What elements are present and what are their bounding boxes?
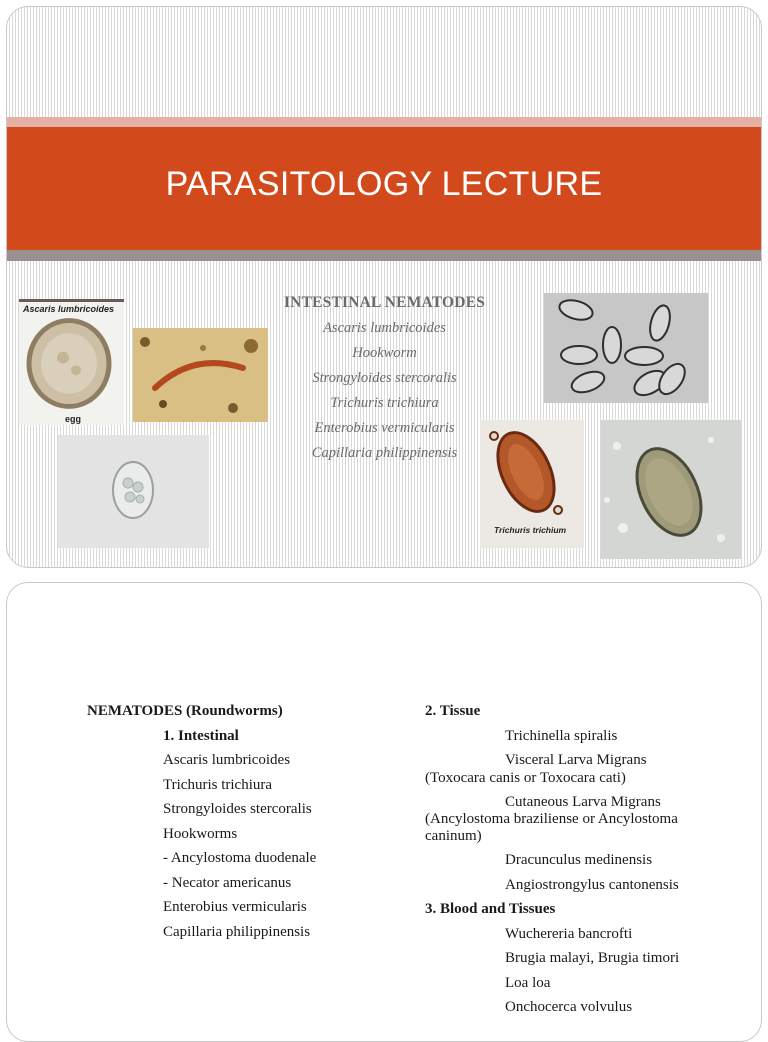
intestinal-column xyxy=(87,699,316,944)
list-item: Strongyloides stercoralis xyxy=(312,370,457,386)
list-heading: INTESTINAL NEMATODES xyxy=(283,294,486,311)
list-item: Trichuris trichiura xyxy=(163,776,273,793)
list-item: Capillaria philippinensis xyxy=(163,923,311,940)
slide-title: PARASITOLOGY LECTURE xyxy=(165,165,603,203)
list-item-detail: (Ancylostoma braziliense or Ancylostoma xyxy=(425,811,678,827)
nematodes-heading: NEMATODES (Roundworms) xyxy=(87,703,283,719)
list-item: Ascaris lumbricoides xyxy=(323,320,446,336)
list-item: Onchocerca volvulus xyxy=(505,999,633,1015)
trichuris-caption: Trichuris trichium xyxy=(494,525,567,535)
tissue-heading: 2. Tissue xyxy=(425,703,481,719)
ascaris-egg-label: egg xyxy=(65,414,82,424)
list-item-detail: (Toxocara canis or Toxocara cati) xyxy=(425,769,626,786)
larva-photo xyxy=(133,328,268,422)
pinworm-eggs-photo xyxy=(544,293,708,403)
list-item: Ascaris lumbricoides xyxy=(163,752,291,768)
tissue-column xyxy=(425,699,679,1020)
list-item: Strongyloides stercoralis xyxy=(163,801,312,817)
trichuris-egg-photo xyxy=(480,420,584,548)
hookworm-egg-photo xyxy=(58,435,209,548)
list-item: Hookworms xyxy=(163,825,238,842)
list-item: Trichuris trichiura xyxy=(330,395,439,411)
list-item: Enterobius vermicularis xyxy=(163,899,307,915)
list-item: Cutaneous Larva Migrans xyxy=(505,793,661,810)
nematodes-slide xyxy=(6,582,762,1042)
intestinal-nematodes-list xyxy=(262,294,507,466)
list-item: Hookworm xyxy=(352,345,417,361)
list-item: Visceral Larva Migrans xyxy=(505,752,647,768)
list-item: - Necator americanus xyxy=(163,874,292,891)
ascaris-egg-photo xyxy=(19,299,124,425)
capillaria-egg-photo xyxy=(601,420,741,559)
list-item: - Ancylostoma duodenale xyxy=(163,850,317,866)
title-top-stripe xyxy=(7,117,761,127)
ascaris-caption: Ascaris lumbricoides xyxy=(23,304,115,314)
title-slide xyxy=(6,6,762,568)
blood-tissues-heading: 3. Blood and Tissues xyxy=(425,901,556,917)
title-bottom-stripe xyxy=(7,250,761,261)
intestinal-heading: 1. Intestinal xyxy=(163,727,239,744)
list-item: Trichinella spiralis xyxy=(505,727,618,744)
list-item: Wuchereria bancrofti xyxy=(505,925,633,942)
list-item: Dracunculus medinensis xyxy=(505,852,653,868)
list-item: Brugia malayi, Brugia timori xyxy=(505,950,680,966)
list-item: Angiostrongylus cantonensis xyxy=(505,876,679,893)
list-item: Loa loa xyxy=(505,974,551,991)
list-item-detail: caninum) xyxy=(425,828,482,844)
list-item: Capillaria philippinensis xyxy=(311,445,458,461)
list-item: Enterobius vermicularis xyxy=(314,420,455,436)
